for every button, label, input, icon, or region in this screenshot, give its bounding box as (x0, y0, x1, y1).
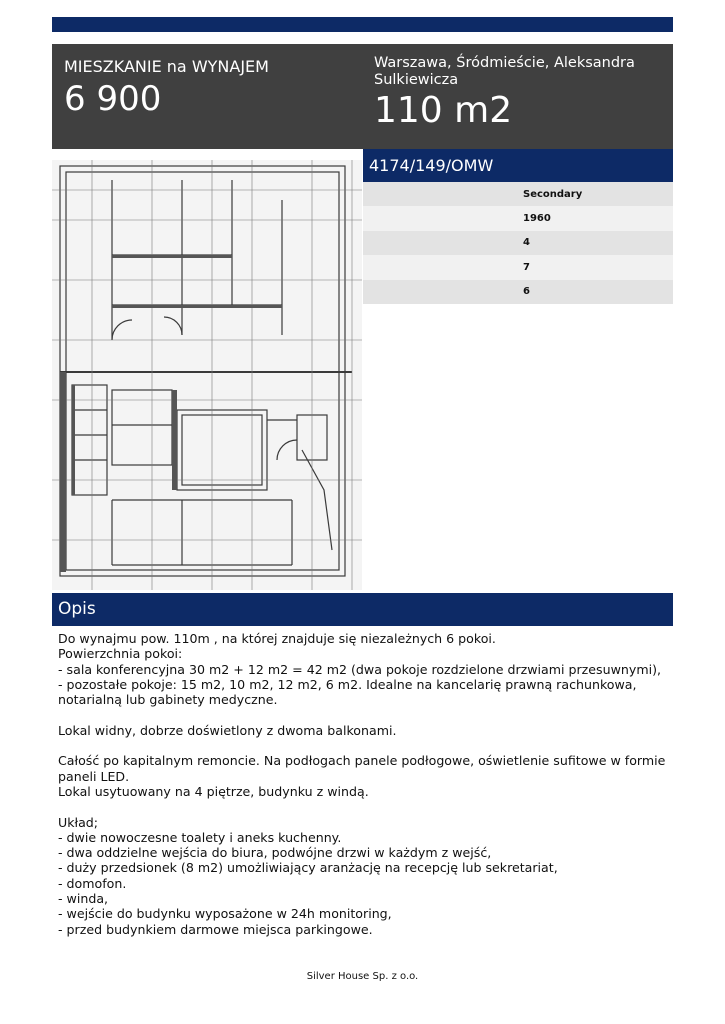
description-line: - pozostałe pokoje: 15 m2, 10 m2, 12 m2, 6 m2. Idealne na kancelarię prawną rachunkowa, (58, 676, 637, 692)
details-table (363, 182, 673, 304)
description-line: paneli LED. (58, 768, 130, 784)
detail-row-year (363, 206, 673, 230)
description-line: Całość po kapitalnym remoncie. Na podłogach panele podłogowe, oświetlenie sufitowe w formie (58, 753, 666, 769)
description-line: - sala konferencyjna 30 m2 + 12 m2 = 42 m2 (dwa pokoje rozdzielone drzwiami przesuwnymi), (58, 661, 662, 677)
description-line: Układ; (58, 814, 99, 830)
description-line: - duży przedsionek (8 m2) umożliwiający aranżację na recepcję lub sekretariat, (58, 860, 558, 876)
description-line: Do wynajmu pow. 110m , na której znajduje się niezależnych 6 pokoi. (58, 631, 496, 646)
description-heading: Opis (52, 593, 673, 626)
description-line: notarialną lub gabinety medyczne. (58, 692, 278, 708)
header-left (64, 57, 359, 119)
description-line: - dwie nowoczesne toalety i aneks kuchenny. (58, 829, 342, 845)
detail-value: 1960 (523, 213, 551, 225)
description-line: - przed budynkiem darmowe miejsca parkingowe. (58, 921, 373, 937)
reference-number: 4174/149/OMW (363, 149, 673, 182)
listing-price: 6 900 (64, 79, 162, 119)
detail-row-market (363, 182, 673, 206)
listing-location: Warszawa, Śródmieście, Aleksandra Sulkiewicza (374, 55, 635, 88)
description-line: - domofon. (58, 875, 127, 891)
footer-company: Silver House Sp. z o.o. (306, 971, 419, 982)
description-line (58, 799, 668, 814)
floor-plan-image (52, 160, 362, 590)
detail-value: 7 (523, 261, 530, 273)
description-line (58, 707, 668, 722)
description-line: - winda, (58, 891, 109, 907)
description-line: Lokal widny, dobrze doświetlony z dwoma balkonami. (58, 722, 397, 738)
detail-value: 6 (523, 286, 530, 298)
description-text (58, 631, 668, 937)
detail-row-floor (363, 231, 673, 255)
header-right (374, 55, 664, 132)
detail-value: 4 (523, 237, 530, 249)
description-line: Powierzchnia pokoi: (58, 646, 183, 662)
listing-header (52, 44, 673, 149)
detail-row-rooms (363, 280, 673, 304)
top-accent-bar (52, 17, 673, 32)
description-line: - dwa oddzielne wejścia do biura, podwójne drzwi w każdym z wejść, (58, 845, 492, 861)
floor-plan-drawing (52, 160, 362, 590)
detail-row-floors-total (363, 255, 673, 279)
listing-type: MIESZKANIE na WYNAJEM (64, 57, 269, 76)
description-line: Lokal usytuowany na 4 piętrze, budynku z windą. (58, 783, 369, 799)
listing-area: 110 m2 (374, 90, 513, 131)
detail-value: Secondary (523, 188, 583, 200)
description-line: - wejście do budynku wyposażone w 24h monitoring, (58, 906, 392, 922)
description-line (58, 738, 668, 753)
